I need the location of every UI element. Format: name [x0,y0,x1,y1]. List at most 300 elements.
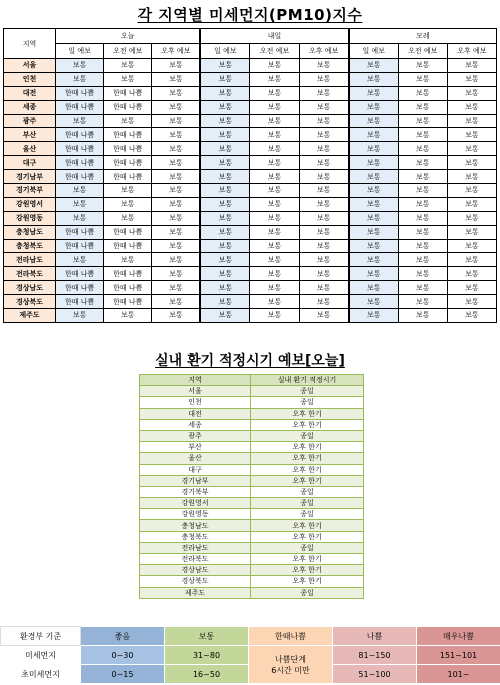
forecast-cell: 보통 [299,309,348,323]
forecast-cell: 보통 [299,114,348,128]
legend-cell: 81~150 [333,646,417,665]
forecast-cell: 보통 [349,295,398,309]
vent-time-cell: 오후 한기 [251,554,364,565]
region-cell: 경기남부 [4,170,56,184]
vent-time-cell: 오후 한기 [251,442,364,453]
forecast-cell: 보통 [447,72,496,86]
forecast-col-header: 오후 예보 [447,44,496,59]
forecast-cell: 한때 나쁨 [104,142,152,156]
vent-row [140,442,364,453]
forecast-cell: 보통 [398,86,447,100]
forecast-cell: 보통 [56,309,104,323]
forecast-cell: 보통 [250,114,299,128]
forecast-cell: 보통 [349,309,398,323]
vent-region-cell: 대전 [140,408,251,419]
forecast-cell: 보통 [104,253,152,267]
region-cell: 서울 [4,59,56,73]
forecast-cell: 보통 [201,156,250,170]
forecast-col-header: 오후 예보 [299,44,348,59]
forecast-cell: 한때 나쁨 [56,170,104,184]
vent-header: 실내 환기 적정시기 [251,375,364,386]
col-header-row [4,44,497,59]
vent-region-cell: 전라북도 [140,554,251,565]
vent-region-cell: 전라남도 [140,542,251,553]
forecast-cell: 보통 [152,253,200,267]
forecast-cell: 보통 [152,281,200,295]
legend-merged-cell [249,646,333,684]
forecast-cell: 보통 [201,267,250,281]
vent-time-cell: 종일 [251,509,364,520]
forecast-cell: 보통 [104,184,152,198]
vent-header-row [140,375,364,386]
region-row [4,128,497,142]
forecast-cell: 한때 나쁨 [56,281,104,295]
forecast-cell: 한때 나쁨 [104,170,152,184]
day-header: 내일 [201,29,348,44]
forecast-cell: 보통 [349,267,398,281]
forecast-cell: 보통 [104,197,152,211]
forecast-col-header: 오후 예보 [152,44,200,59]
day-header: 모레 [349,29,496,44]
forecast-cell: 보통 [299,295,348,309]
region-row [4,114,497,128]
day-header-row [4,29,497,44]
forecast-cell: 한때 나쁨 [56,295,104,309]
forecast-cell: 보통 [398,253,447,267]
forecast-cell: 보통 [299,281,348,295]
forecast-cell: 보통 [447,295,496,309]
forecast-col-header: 오전 예보 [250,44,299,59]
forecast-cell: 보통 [250,100,299,114]
forecast-cell: 보통 [250,184,299,198]
forecast-cell: 보통 [201,184,250,198]
forecast-cell: 보통 [299,239,348,253]
forecast-cell: 보통 [201,72,250,86]
forecast-cell: 보통 [398,225,447,239]
forecast-cell: 보통 [152,156,200,170]
vent-row [140,576,364,587]
vent-region-cell: 울산 [140,453,251,464]
forecast-cell: 보통 [152,295,200,309]
forecast-cell: 보통 [152,128,200,142]
forecast-cell: 보통 [299,86,348,100]
vent-row [140,475,364,486]
forecast-cell: 보통 [447,114,496,128]
vent-region-cell: 인천 [140,397,251,408]
forecast-cell: 보통 [201,225,250,239]
vent-row [140,486,364,497]
vent-table [139,374,364,599]
vent-row [140,464,364,475]
vent-title-text: 실내 환기 적정시기 예보[오늘] [155,353,345,369]
legend-row-label: 미세먼지 [1,646,81,665]
legend-table [0,626,500,684]
legend-cell: 0~15 [81,665,165,684]
forecast-cell: 한때 나쁨 [104,86,152,100]
region-row [4,267,497,281]
forecast-col-header: 일 예보 [201,44,250,59]
forecast-cell: 보통 [152,309,200,323]
forecast-cell: 보통 [447,59,496,73]
forecast-cell: 보통 [299,156,348,170]
region-cell: 대전 [4,86,56,100]
legend-cell: 101~ [417,665,500,684]
forecast-cell: 보통 [447,239,496,253]
legend-header-label: 환경부 기준 [1,627,81,646]
forecast-cell: 보통 [152,225,200,239]
forecast-cell: 한때 나쁨 [104,156,152,170]
forecast-cell: 보통 [398,100,447,114]
vent-row [140,397,364,408]
forecast-cell: 보통 [201,281,250,295]
forecast-cell: 보통 [56,211,104,225]
legend-merged-line: 6시간 미만 [271,665,310,675]
region-row [4,59,497,73]
region-cell: 울산 [4,142,56,156]
region-row [4,225,497,239]
vent-time-cell: 종일 [251,486,364,497]
vent-region-cell: 경기남부 [140,475,251,486]
region-row [4,184,497,198]
vent-row [140,554,364,565]
forecast-cell: 보통 [349,142,398,156]
region-row [4,170,497,184]
forecast-cell: 보통 [104,59,152,73]
forecast-cell: 한때 나쁨 [104,295,152,309]
forecast-cell: 보통 [201,170,250,184]
region-cell: 세종 [4,100,56,114]
forecast-cell: 보통 [250,281,299,295]
forecast-cell: 보통 [447,309,496,323]
forecast-cell: 보통 [447,100,496,114]
region-cell: 전라남도 [4,253,56,267]
legend-cell: 0~30 [81,646,165,665]
forecast-cell: 보통 [104,211,152,225]
forecast-cell: 보통 [250,239,299,253]
region-row [4,72,497,86]
forecast-cell: 보통 [398,184,447,198]
forecast-cell: 한때 나쁨 [104,225,152,239]
region-cell: 부산 [4,128,56,142]
region-row [4,197,497,211]
forecast-cell: 보통 [250,142,299,156]
forecast-cell: 보통 [250,211,299,225]
forecast-col-header: 일 예보 [349,44,398,59]
forecast-cell: 보통 [56,184,104,198]
region-row [4,142,497,156]
region-cell: 경기북부 [4,184,56,198]
forecast-cell: 보통 [398,197,447,211]
vent-region-cell: 경기북부 [140,486,251,497]
vent-region-cell: 세종 [140,419,251,430]
region-cell: 인천 [4,72,56,86]
region-row [4,309,497,323]
forecast-cell: 보통 [201,295,250,309]
day-header: 오늘 [56,29,200,44]
vent-region-cell: 부산 [140,442,251,453]
vent-row [140,419,364,430]
forecast-cell: 보통 [349,211,398,225]
forecast-cell: 한때 나쁨 [56,86,104,100]
legend-level-temp-bad: 한때나쁨 [249,627,333,646]
region-header: 지역 [4,29,56,59]
legend-cell: 151~101 [417,646,500,665]
vent-title [0,350,500,370]
vent-row [140,453,364,464]
vent-region-cell: 광주 [140,430,251,441]
forecast-cell: 보통 [250,253,299,267]
forecast-cell: 보통 [104,72,152,86]
vent-region-cell: 강원영서 [140,498,251,509]
forecast-cell: 보통 [152,100,200,114]
forecast-cell: 보통 [250,309,299,323]
region-row [4,86,497,100]
forecast-cell: 보통 [349,114,398,128]
vent-region-cell: 경상남도 [140,565,251,576]
forecast-cell: 한때 나쁨 [104,128,152,142]
forecast-cell: 보통 [152,59,200,73]
vent-time-cell: 종일 [251,542,364,553]
legend-cell: 16~50 [165,665,249,684]
vent-header: 지역 [140,375,251,386]
forecast-cell: 보통 [56,253,104,267]
forecast-cell: 보통 [201,253,250,267]
vent-row [140,520,364,531]
vent-time-cell: 종일 [251,397,364,408]
forecast-cell: 보통 [299,128,348,142]
forecast-cell: 보통 [398,156,447,170]
vent-row [140,386,364,397]
forecast-cell: 보통 [447,281,496,295]
forecast-cell: 보통 [152,86,200,100]
forecast-cell: 보통 [349,128,398,142]
vent-region-cell: 강원영동 [140,509,251,520]
forecast-cell: 한때 나쁨 [56,128,104,142]
forecast-cell: 보통 [201,142,250,156]
forecast-cell: 보통 [299,211,348,225]
vent-region-cell: 충청북도 [140,531,251,542]
forecast-cell: 보통 [349,281,398,295]
legend-cell: 51~100 [333,665,417,684]
forecast-cell: 보통 [349,170,398,184]
legend-cell: 31~80 [165,646,249,665]
forecast-cell: 보통 [104,309,152,323]
forecast-cell: 보통 [398,295,447,309]
forecast-cell: 보통 [104,114,152,128]
vent-row [140,542,364,553]
forecast-cell: 보통 [152,170,200,184]
forecast-cell: 보통 [349,156,398,170]
legend-level-good: 좋음 [81,627,165,646]
forecast-cell: 보통 [250,86,299,100]
forecast-cell: 보통 [398,114,447,128]
vent-region-cell: 충청남도 [140,520,251,531]
forecast-cell: 보통 [250,59,299,73]
vent-row [140,565,364,576]
region-row [4,100,497,114]
forecast-cell: 보통 [447,128,496,142]
forecast-cell: 보통 [56,72,104,86]
vent-time-cell: 오후 한기 [251,408,364,419]
forecast-cell: 보통 [56,114,104,128]
vent-time-cell: 종일 [251,430,364,441]
page-title [0,4,500,25]
region-cell: 강원영서 [4,197,56,211]
forecast-cell: 보통 [349,197,398,211]
forecast-cell: 보통 [447,211,496,225]
forecast-cell: 보통 [349,239,398,253]
region-row [4,211,497,225]
forecast-cell: 보통 [299,225,348,239]
legend-level-normal: 보통 [165,627,249,646]
forecast-cell: 보통 [299,72,348,86]
forecast-cell: 보통 [398,170,447,184]
vent-time-cell: 오후 한기 [251,464,364,475]
region-row [4,281,497,295]
forecast-cell: 보통 [152,197,200,211]
forecast-cell: 보통 [398,59,447,73]
forecast-cell: 보통 [299,100,348,114]
region-cell: 제주도 [4,309,56,323]
legend-level-bad: 나쁨 [333,627,417,646]
forecast-cell: 보통 [250,225,299,239]
forecast-col-header: 오전 예보 [104,44,152,59]
forecast-cell: 보통 [299,253,348,267]
region-cell: 충청남도 [4,225,56,239]
forecast-cell: 한때 나쁨 [56,225,104,239]
vent-row [140,408,364,419]
forecast-cell: 보통 [398,267,447,281]
vent-time-cell: 오후 한기 [251,565,364,576]
forecast-cell: 보통 [299,170,348,184]
forecast-cell: 한때 나쁨 [56,100,104,114]
forecast-cell: 보통 [152,142,200,156]
forecast-cell: 보통 [201,197,250,211]
forecast-cell: 보통 [299,59,348,73]
region-cell: 경상북도 [4,295,56,309]
forecast-cell: 보통 [349,184,398,198]
forecast-cell: 보통 [152,267,200,281]
forecast-cell: 보통 [349,72,398,86]
forecast-cell: 보통 [299,184,348,198]
region-cell: 대구 [4,156,56,170]
forecast-cell: 보통 [299,267,348,281]
forecast-cell: 보통 [349,86,398,100]
forecast-cell: 보통 [250,128,299,142]
vent-row [140,509,364,520]
forecast-cell: 보통 [250,267,299,281]
forecast-cell: 보통 [447,156,496,170]
forecast-cell: 보통 [201,86,250,100]
forecast-cell: 보통 [398,128,447,142]
forecast-cell: 보통 [152,184,200,198]
vent-time-cell: 오후 한기 [251,576,364,587]
region-cell: 강원영동 [4,211,56,225]
forecast-col-header: 오전 예보 [398,44,447,59]
vent-time-cell: 오후 한기 [251,419,364,430]
forecast-cell: 보통 [250,295,299,309]
forecast-cell: 보통 [447,142,496,156]
forecast-cell: 보통 [152,72,200,86]
vent-row [140,587,364,598]
vent-row [140,531,364,542]
forecast-cell: 보통 [299,197,348,211]
forecast-cell: 보통 [201,59,250,73]
forecast-cell: 보통 [250,197,299,211]
forecast-cell: 보통 [56,197,104,211]
forecast-cell: 한때 나쁨 [104,100,152,114]
vent-region-cell: 서울 [140,386,251,397]
vent-time-cell: 종일 [251,587,364,598]
forecast-cell: 보통 [447,267,496,281]
forecast-cell: 보통 [201,100,250,114]
forecast-cell: 보통 [250,170,299,184]
forecast-cell: 보통 [349,100,398,114]
legend-row-pm10 [1,646,500,665]
forecast-cell: 보통 [201,114,250,128]
forecast-cell: 보통 [56,59,104,73]
region-cell: 경상남도 [4,281,56,295]
forecast-cell: 보통 [447,197,496,211]
region-row [4,295,497,309]
vent-row [140,498,364,509]
forecast-cell: 한때 나쁨 [56,156,104,170]
vent-region-cell: 대구 [140,464,251,475]
legend-merged-line: 나쁨단계 [275,654,306,664]
pm10-table [3,28,497,323]
forecast-cell: 보통 [398,142,447,156]
forecast-col-header: 일 예보 [56,44,104,59]
vent-row [140,430,364,441]
forecast-cell: 보통 [201,239,250,253]
region-cell: 광주 [4,114,56,128]
forecast-cell: 보통 [398,72,447,86]
forecast-cell: 보통 [349,225,398,239]
vent-region-cell: 제주도 [140,587,251,598]
region-row [4,156,497,170]
forecast-cell: 보통 [447,225,496,239]
legend-header-row [1,627,500,646]
forecast-cell: 보통 [349,253,398,267]
forecast-cell: 한때 나쁨 [56,142,104,156]
forecast-cell: 보통 [299,142,348,156]
forecast-cell: 보통 [201,128,250,142]
vent-time-cell: 오후 한기 [251,475,364,486]
forecast-cell: 보통 [398,239,447,253]
forecast-cell: 보통 [250,72,299,86]
vent-time-cell: 오후 한기 [251,453,364,464]
forecast-cell: 보통 [201,309,250,323]
forecast-cell: 한때 나쁨 [104,281,152,295]
legend-level-very-bad: 매우나쁨 [417,627,500,646]
region-row [4,253,497,267]
forecast-cell: 보통 [447,184,496,198]
forecast-cell: 한때 나쁨 [104,267,152,281]
forecast-cell: 한때 나쁨 [56,239,104,253]
forecast-cell: 보통 [447,253,496,267]
forecast-cell: 보통 [398,211,447,225]
forecast-cell: 보통 [250,156,299,170]
forecast-cell: 보통 [152,211,200,225]
forecast-cell: 보통 [398,281,447,295]
vent-time-cell: 종일 [251,386,364,397]
forecast-cell: 보통 [152,114,200,128]
forecast-cell: 보통 [152,239,200,253]
region-cell: 충청북도 [4,239,56,253]
vent-region-cell: 경상북도 [140,576,251,587]
forecast-cell: 보통 [349,59,398,73]
region-cell: 전라북도 [4,267,56,281]
